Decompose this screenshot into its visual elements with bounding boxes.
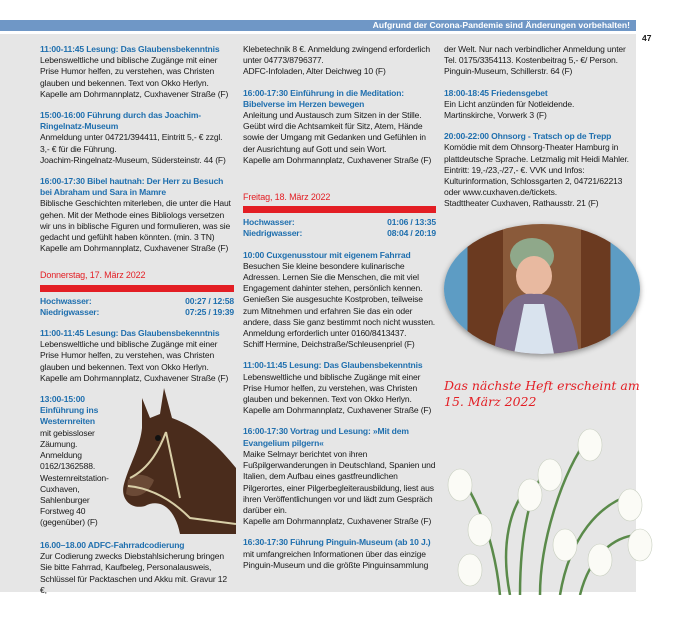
event-title: 11:00-11:45 Lesung: Das Glaubensbekenntnis <box>243 360 423 371</box>
page-number: 47 <box>642 33 652 43</box>
tide-row <box>40 307 234 318</box>
event-place: Kapelle am Dohrmannplatz, Cuxhavener Straße (F) <box>243 154 432 165</box>
event-title: 11:00-11:45 Lesung: Das Glaubensbekenntnis <box>40 328 220 339</box>
event-body: Besuchen Sie kleine besondere kulinarische Adressen. Lernen Sie die Menschen, die mit viel Engagement dahinter stehen, persönlich kennen. Genießen Sie ausgesuchte Kostproben, teilweise zum Mitnehmen und erfahren Sie das ein oder andere, dass Sie ganz bestimmt noch nicht wussten. Anmeldung erforderlich unter 0160/8413437. <box>243 260 436 339</box>
event-place: Kapelle am Dohrmannplatz, Cuxhavener Straße (F) <box>40 243 229 254</box>
event-item <box>243 250 436 351</box>
event-title: 16:00-17:30 Einführung in die Meditation: Bibelverse im Herzen bewegen <box>243 87 405 109</box>
event-title: 10:00 Cuxgenusstour mit eigenem Fahrrad <box>243 249 411 260</box>
tide-row <box>40 296 234 307</box>
tide-value: 08:04 / 20:19 <box>387 228 436 239</box>
event-item <box>444 131 636 209</box>
event-item <box>243 537 436 571</box>
event-place: Martinskirche, Vorwerk 3 (F) <box>444 110 547 121</box>
tide-value: 00:27 / 12:58 <box>185 295 234 306</box>
horse-event <box>40 394 234 530</box>
event-place: Kapelle am Dohrmannplatz, Cuxhavener Straße (F) <box>40 372 229 383</box>
event-item <box>243 88 436 166</box>
event-place: ADFC-Infoladen, Alter Deichweg 10 (F) <box>243 66 386 77</box>
event-body: Anmeldung unter 04721/394411, Eintritt 5,- € zzgl. 3,- € für die Führung. <box>40 132 223 154</box>
event-place: Pinguin-Museum, Schillerstr. 64 (F) <box>444 66 573 77</box>
event-place: Kapelle am Dohrmannplatz, Cuxhavener Straße (F) <box>243 516 432 527</box>
event-item <box>444 44 636 78</box>
event-place: Stadttheater Cuxhaven, Rathausstr. 21 (F) <box>444 198 599 209</box>
event-body: Lebensweltliche und biblische Zugänge mit einer Prise Humor helfen, zu verstehen, was Christen glauben und bekennen. Text von Okko Herlyn. <box>40 339 218 372</box>
event-title: 16.00–18.00 ADFC-Fahrradcodierung <box>40 540 185 551</box>
event-item <box>40 176 234 254</box>
tide-label: Niedrigwasser: <box>40 306 100 317</box>
event-body: mit umfangreichen Informationen über das einzige Pinguin-Museum und die größte Pinguinsammlung <box>243 548 429 570</box>
next-issue-date: 15. März 2022 <box>444 394 537 409</box>
column-1 <box>40 44 234 606</box>
event-item <box>243 426 436 527</box>
tide-value: 07:25 / 19:39 <box>185 306 234 317</box>
event-item <box>243 360 436 416</box>
event-body: Komödie mit dem Ohnsorg-Theater Hamburg in plattdeutsche Sprache. Letzmalig mit Heidi Mahler. Eintritt: 19,-/23,-/27,- €. VVK und Infos: Kulturinformation, Schlossgarten 2, 04721/62213 oder www.cuxhaven.de/tickets. <box>444 142 629 198</box>
snowdrops-illustration <box>440 395 660 595</box>
event-body: Lebensweltliche und biblische Zugänge mit einer Prise Humor helfen, zu verstehen, was Christen glauben und bekennen. Text von Okko Herlyn. <box>243 371 421 405</box>
next-issue-line-1: Das nächste Heft erscheint am <box>444 378 640 393</box>
event-body: Ein Licht anzünden für Notleidende. <box>444 98 575 109</box>
event-title: 11:00-11:45 Lesung: Das Glaubensbekenntnis <box>40 44 220 54</box>
event-title: 13:00-15:00 Einführung ins Westernreiten <box>40 394 99 427</box>
event-title: 20:00-22:00 Ohnsorg - Tratsch op de Trepp <box>444 131 612 142</box>
horse-photo <box>120 388 236 534</box>
event-place: Kapelle am Dohrmannplatz, Cuxhavener Straße (F) <box>40 88 229 99</box>
corona-notice-banner: Aufgrund der Corona-Pandemie sind Änderungen vorbehalten! <box>0 20 636 31</box>
tide-row <box>243 228 436 239</box>
event-body: Maike Selmayr berichtet von ihren Fußpilgerwanderungen in Deutschland, Spanien und Italien, dem Aufbau eines gastfreundlichen Pilgerortes, einer Pilgerbegleiterausbildung, liest aus ihren Veröffentlichungen vor und lädt zum Gespräch darüber ein. <box>243 448 436 515</box>
event-item <box>40 110 234 166</box>
event-item <box>40 328 234 384</box>
tide-label: Hochwasser: <box>243 217 295 228</box>
day-bar <box>40 285 234 292</box>
event-body: Lebensweltliche und biblische Zugänge mit einer Prise Humor helfen, zu verstehen, was Christen glauben und bekennen. Text von Okko Herlyn. <box>40 55 218 88</box>
column-3 <box>444 44 636 220</box>
actress-photo <box>444 224 640 354</box>
event-item <box>40 540 234 596</box>
day-heading: Freitag, 18. März 2022 <box>243 192 331 203</box>
event-title: 18:00-18:45 Friedensgebet <box>444 87 548 98</box>
tide-label: Niedrigwasser: <box>243 228 303 239</box>
event-place: Kapelle am Dohrmannplatz, Cuxhavener Straße (F) <box>243 405 432 416</box>
event-body: Anleitung und Austausch zum Sitzen in der Stille. Geübt wird die Achtsamkeit für Sitz, Atem, Hände sowie der Umgang mit Gedanken und Gefühlen in der Ausrichtung auf Gott und sein Wort. <box>243 110 426 154</box>
tide-row <box>243 217 436 228</box>
event-title: 16:00-17:30 Vortrag und Lesung: »Mit dem Evangelium pilgern« <box>243 426 409 448</box>
column-2 <box>243 44 436 581</box>
event-body: Zur Codierung zwecks Diebstahlsicherung bringen Sie bitte Fahrrad, Kaufbeleg, Personalausweis, Schlüssel für Packtaschen und Akku mit. Gravur 12 €, <box>40 551 227 595</box>
event-body: Biblische Geschichten miterleben, die unter die Haut gehen. Mit der Methode eines Bibliologs versetzen wir uns in biblische Figuren und formulieren, was sie gedacht und gefühlt haben könnten. (min. 3 TN) <box>40 198 231 243</box>
event-item <box>243 44 436 78</box>
event-body: Klebetechnik 8 €. Anmeldung zwingend erforderlich unter 04773/8796377. <box>243 44 430 66</box>
event-title: 16:00-17:30 Bibel hautnah: Der Herr zu Besuch bei Abraham und Sara in Mamre <box>40 176 224 198</box>
event-place: Schiff Hermine, Deichstraße/Schleusenpriel (F) <box>243 339 415 350</box>
event-item <box>444 88 636 122</box>
event-body: mit gebissloser Zäumung. Anmeldung 0162/1362588. Westernreitstation-Cuxhaven, Sahlenburger Forstweg 40 (gegenüber) (F) <box>40 427 109 528</box>
tide-label: Hochwasser: <box>40 295 92 306</box>
event-title: 16:30-17:30 Führung Pinguin-Museum (ab 10 J.) <box>243 537 431 548</box>
event-item <box>40 44 234 100</box>
event-place: Joachim-Ringelnatz-Museum, Südersteinstr. 44 (F) <box>40 154 226 165</box>
event-title: 15:00-16:00 Führung durch das Joachim-Ringelnatz-Museum <box>40 110 202 132</box>
tide-value: 01:06 / 13:35 <box>387 217 436 228</box>
event-body: der Welt. Nur nach verbindlicher Anmeldung unter Tel. 0175/3354113. Kostenbeitrag 5,- €/ Person. <box>444 44 626 66</box>
day-heading: Donnerstag, 17. März 2022 <box>40 270 146 281</box>
day-bar <box>243 206 436 213</box>
